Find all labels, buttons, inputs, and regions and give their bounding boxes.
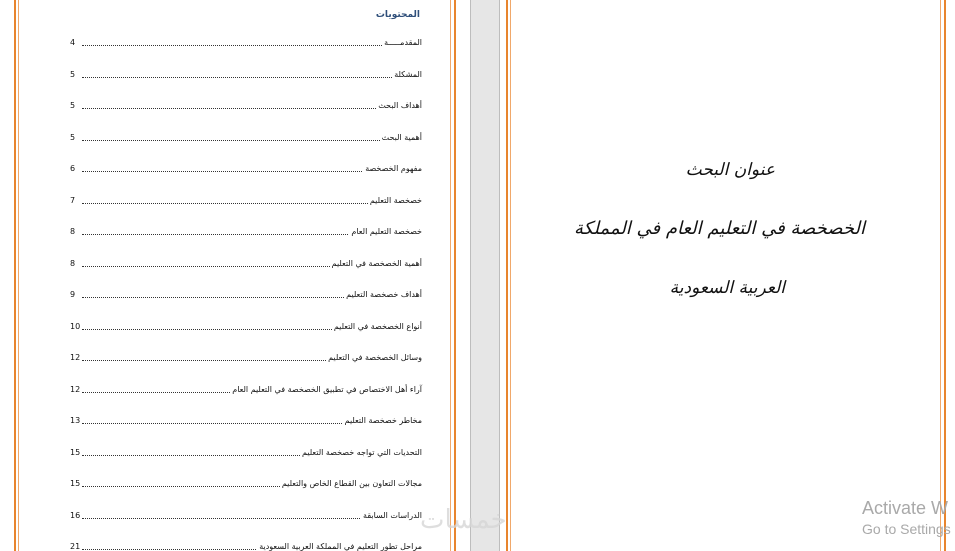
toc-entry-title: أهداف خصخصة التعليم (346, 290, 422, 299)
toc-entry[interactable] (70, 34, 422, 48)
toc-dot-leader (82, 45, 418, 46)
toc-entry[interactable] (70, 475, 422, 489)
toc-entry-title: مجالات التعاون بين القطاع الخاص والتعليم (281, 479, 422, 488)
toc-entry-title: خصخصة التعليم (369, 195, 422, 205)
activation-subtitle[interactable]: Go to Settings (862, 521, 951, 537)
toc-entry-page: 10 (70, 321, 81, 331)
toc-entry-page: 5 (70, 132, 76, 142)
toc-entry-page: 6 (70, 164, 76, 173)
toc-entry-page: 16 (70, 510, 81, 520)
toc-entry-page: 9 (70, 290, 76, 299)
windows-activation-notice[interactable] (862, 498, 951, 537)
toc-entry-title: آراء أهل الاختصاص في تطبيق الخصخصة في التعليم العام (232, 384, 422, 394)
toc-entry[interactable] (70, 444, 422, 458)
toc-entry[interactable] (70, 286, 422, 300)
page-border-right (454, 0, 456, 551)
toc-entry[interactable] (70, 129, 422, 143)
toc-entry[interactable] (70, 66, 422, 80)
toc-entry[interactable] (70, 97, 422, 111)
toc-entry-title: أهمية البحث (381, 132, 422, 142)
toc-entry[interactable] (70, 538, 422, 551)
toc-entry-title: خصخصة التعليم العام (351, 227, 422, 236)
toc-entry-page: 8 (70, 227, 76, 236)
toc-entry[interactable] (70, 507, 422, 521)
toc-entry-title: أنواع الخصخصة في التعليم (333, 321, 422, 331)
toc-entry-page: 21 (70, 542, 81, 551)
page-gap (470, 0, 500, 551)
toc-entry-title: مراحل تطور التعليم في المملكة العربية السعودية (259, 542, 422, 551)
toc-entry-page: 5 (70, 101, 76, 110)
toc-entry-page: 15 (70, 479, 81, 488)
toc-entry[interactable] (70, 223, 422, 237)
toc-entry-page: 12 (70, 353, 81, 362)
toc-dot-leader (82, 140, 418, 141)
research-title-label: عنوان البحث (685, 160, 775, 180)
toc-entry-page: 12 (70, 384, 81, 394)
toc-entry-title: المقدمـــــة (384, 38, 422, 47)
toc-entry-title: مفهوم الخصخصة (365, 164, 422, 173)
page-border-right (944, 0, 946, 551)
research-title-line-2: العربية السعودية (669, 278, 785, 298)
research-title-line-1: الخصخصة في التعليم العام في المملكة (573, 218, 865, 239)
toc-page (0, 0, 470, 551)
toc-entry-page: 15 (70, 447, 81, 457)
page-border-left-inner (510, 0, 511, 551)
watermark-logo: خمسات (420, 505, 507, 535)
toc-entry[interactable] (70, 349, 422, 363)
toc-heading: المحتويات (375, 10, 420, 20)
toc-entry-title: مخاطر خصخصة التعليم (344, 416, 422, 425)
toc-entry-title: أهمية الخصخصة في التعليم (331, 258, 422, 268)
toc-entry-title: المشكلة (394, 69, 422, 79)
toc-entry-title: وسائل الخصخصة في التعليم (328, 353, 422, 362)
page-border-left (14, 0, 16, 551)
activation-title: Activate W (862, 498, 949, 518)
toc-entry[interactable] (70, 255, 422, 269)
page-border-left (506, 0, 508, 551)
toc-entry-page: 7 (70, 195, 76, 205)
toc-dot-leader (82, 108, 418, 109)
toc-entry-page: 8 (70, 258, 76, 268)
toc-entry-title: أهداف البحث (378, 101, 422, 110)
toc-entry-page: 4 (70, 38, 76, 47)
toc-entry[interactable] (70, 412, 422, 426)
toc-entry[interactable] (70, 160, 422, 174)
toc-entry[interactable] (70, 192, 422, 206)
toc-entry-title: الدراسات السابقة (363, 510, 422, 520)
title-page (500, 0, 955, 551)
page-border-right-inner (940, 0, 941, 551)
page-border-right-inner (450, 0, 451, 551)
toc-entry[interactable] (70, 318, 422, 332)
toc-entry[interactable] (70, 381, 422, 395)
toc-entry-page: 5 (70, 69, 76, 79)
toc-entry-title: التحديات التي تواجه خصخصة التعليم (302, 447, 422, 457)
page-border-left-inner (18, 0, 19, 551)
toc-entry-page: 13 (70, 416, 81, 425)
toc-dot-leader (82, 77, 418, 78)
